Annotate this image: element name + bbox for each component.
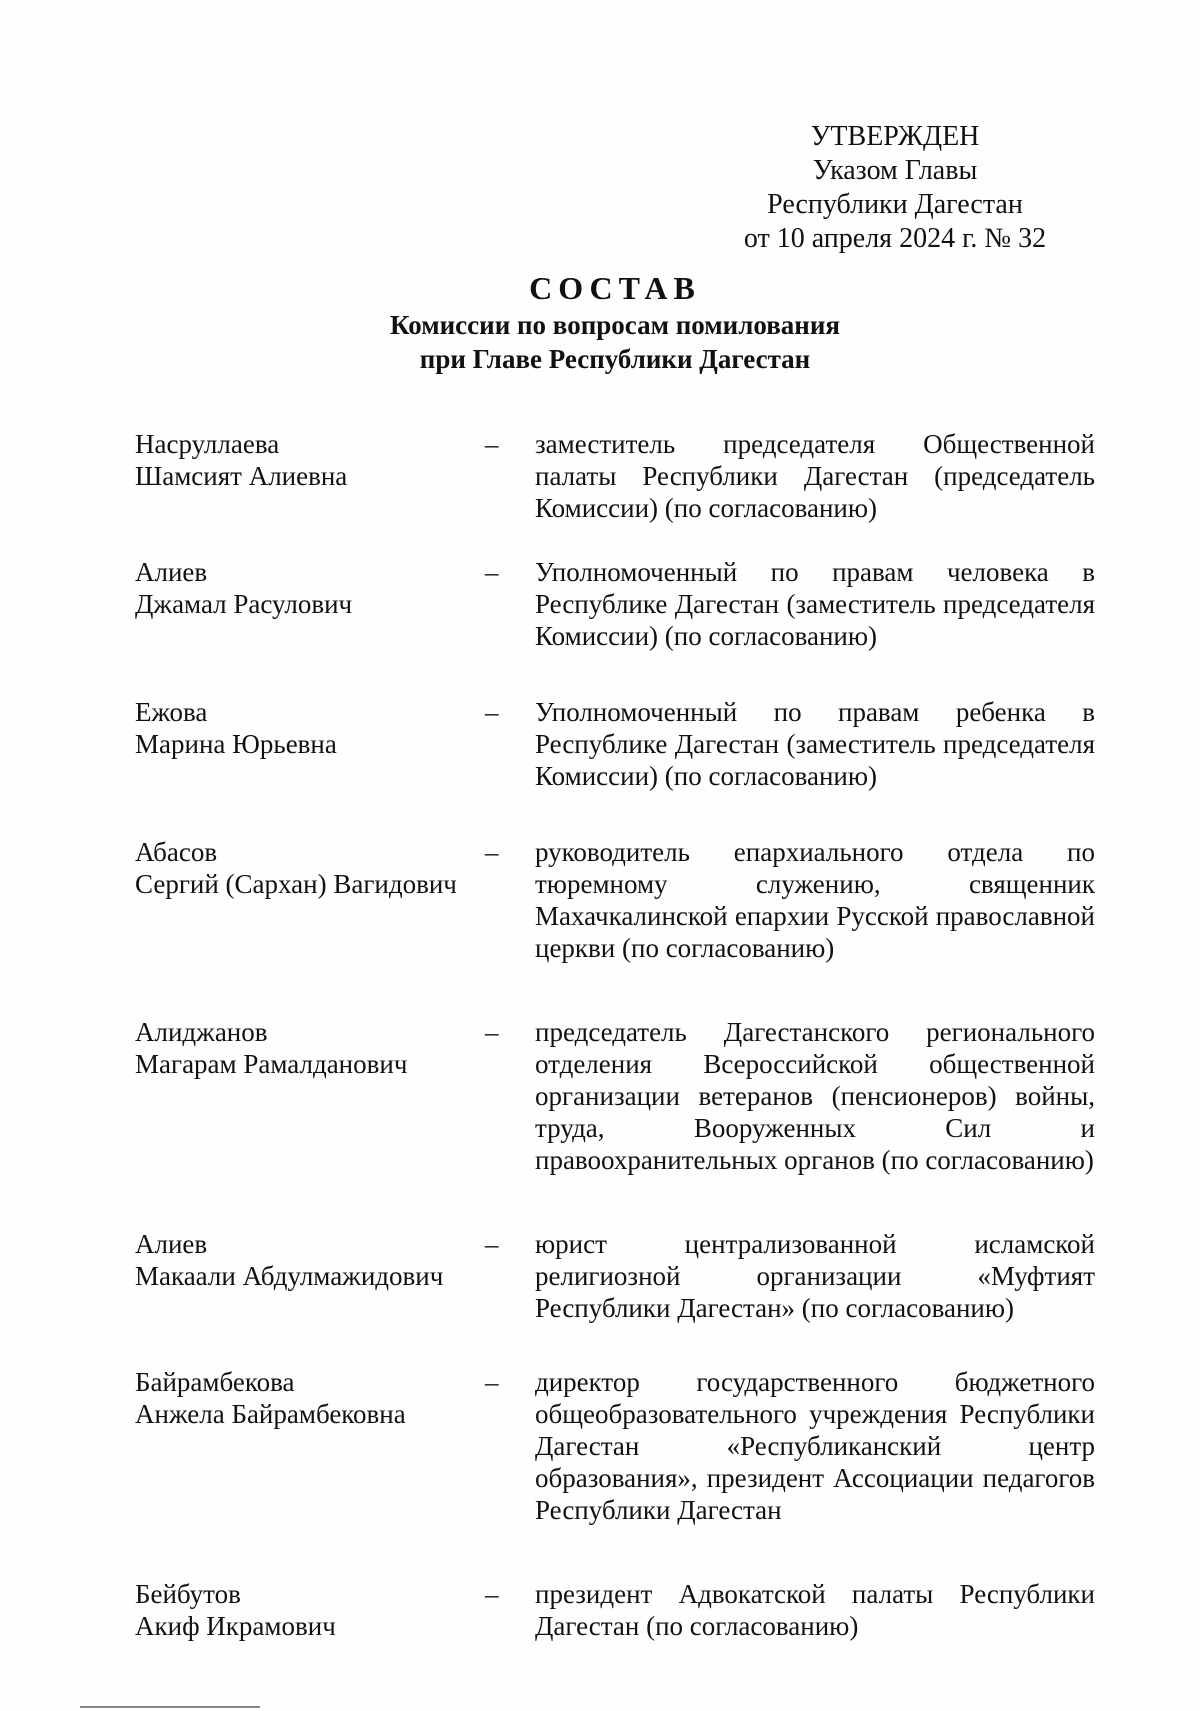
member-given-names: Макаали Абдулмажидович [135, 1261, 444, 1291]
member-surname: Насруллаева [135, 429, 280, 459]
member-row [135, 556, 1095, 652]
member-name [135, 428, 485, 492]
separator-dash: – [485, 1017, 499, 1047]
member-name [135, 1228, 485, 1292]
separator-dash: – [485, 429, 499, 459]
member-given-names: Джамал Расулович [135, 589, 353, 619]
document-title: СОСТАВ [529, 270, 701, 306]
approval-line-decree: Указом Главы [812, 155, 978, 186]
member-role: Уполномоченный по правам человека в Республике Дагестан (заместитель председателя Комиссии) (по согласованию) [535, 557, 1095, 651]
member-given-names: Шамсият Алиевна [135, 461, 348, 491]
member-row [135, 1366, 1095, 1526]
member-row [135, 1016, 1095, 1176]
member-row [135, 1578, 1095, 1642]
member-surname: Абасов [135, 837, 218, 867]
member-name [135, 1578, 485, 1642]
approval-line-approved: УТВЕРЖДЕН [810, 121, 980, 152]
members-list [135, 428, 1095, 1642]
member-row [135, 428, 1095, 524]
member-given-names: Сергий (Сархан) Вагидович [135, 869, 457, 899]
member-surname: Алиев [135, 557, 208, 587]
member-role: директор государственного бюджетного общеобразовательного учреждения Республики Дагестан «Республиканский центр образования», президент Ассоциации педагогов Республики Дагестан [535, 1367, 1095, 1525]
member-name [135, 1366, 485, 1430]
member-role: юрист централизованной исламской религиозной организации «Муфтият Республики Дагестан» (по согласованию) [535, 1229, 1095, 1323]
member-role: руководитель епархиального отдела по тюремному служению, священник Махачкалинской епархии Русской православной церкви (по согласованию) [535, 837, 1095, 963]
member-row [135, 696, 1095, 792]
member-surname: Байрамбекова [135, 1367, 295, 1397]
member-surname: Ежова [135, 697, 208, 727]
member-row [135, 1228, 1095, 1324]
member-row [135, 836, 1095, 964]
member-role: президент Адвокатской палаты Республики Дагестан (по согласованию) [535, 1579, 1095, 1641]
member-role: председатель Дагестанского регионального отделения Всероссийской общественной организации ветеранов (пенсионеров) войны, труда, Вооруженных Сил и правоохранительных органов (по согласованию) [535, 1017, 1095, 1175]
separator-dash: – [485, 1579, 499, 1609]
member-surname: Алиев [135, 1229, 208, 1259]
page-edge-mark [80, 1706, 260, 1708]
member-given-names: Магарам Рамалданович [135, 1049, 408, 1079]
member-surname: Бейбутов [135, 1579, 241, 1609]
member-name [135, 696, 485, 760]
member-role: Уполномоченный по правам ребенка в Республике Дагестан (заместитель председателя Комиссии) (по согласованию) [535, 697, 1095, 791]
document-subtitle-line2: при Главе Республики Дагестан [419, 344, 811, 374]
member-given-names: Марина Юрьевна [135, 729, 337, 759]
separator-dash: – [485, 1367, 499, 1397]
separator-dash: – [485, 1229, 499, 1259]
member-given-names: Акиф Икрамович [135, 1611, 336, 1641]
approval-stamp [730, 120, 1060, 256]
approval-line-date-number: от 10 апреля 2024 г. № 32 [743, 223, 1047, 254]
member-surname: Алиджанов [135, 1017, 268, 1047]
member-role: заместитель председателя Общественной палаты Республики Дагестан (председатель Комиссии) (по согласованию) [535, 429, 1095, 523]
separator-dash: – [485, 837, 499, 867]
member-given-names: Анжела Байрамбековна [135, 1399, 406, 1429]
member-name [135, 1016, 485, 1080]
separator-dash: – [485, 697, 499, 727]
separator-dash: – [485, 557, 499, 587]
document-heading [0, 268, 1200, 376]
member-name [135, 836, 485, 900]
document-subtitle-line1: Комиссии по вопросам помилования [390, 310, 840, 340]
approval-line-republic: Республики Дагестан [767, 189, 1023, 220]
member-name [135, 556, 485, 620]
